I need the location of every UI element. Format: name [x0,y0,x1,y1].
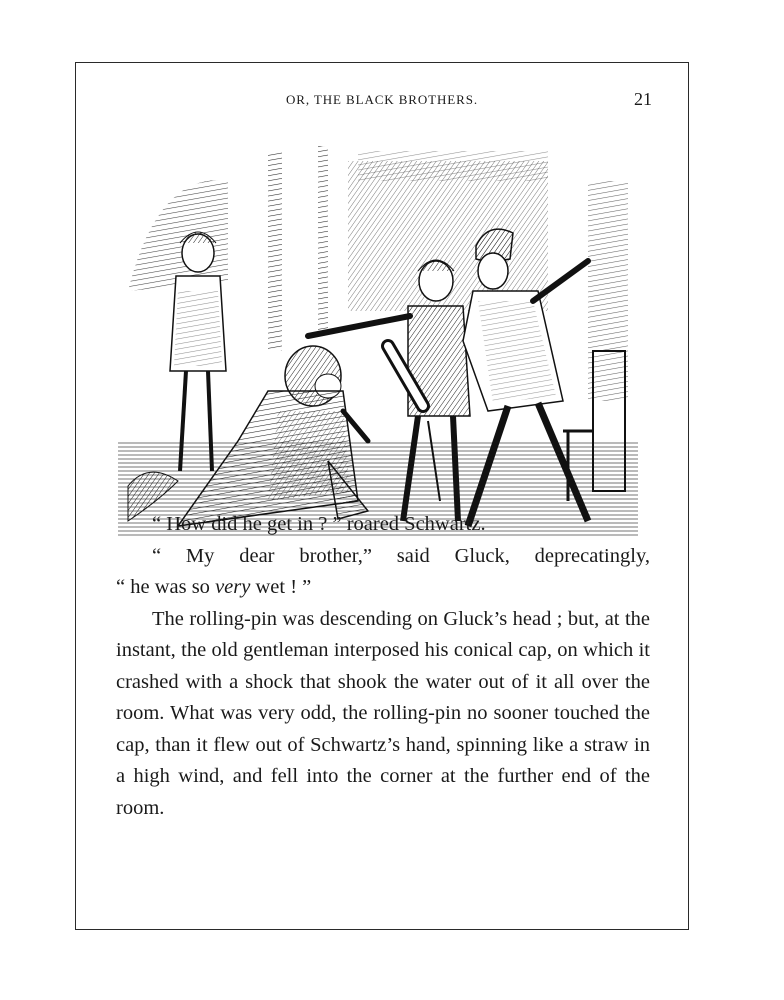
paragraph-2-line-1: “ My dear brother,” said Gluck, deprecatingly, [152,544,650,567]
paragraph-2-text-b: wet ! ” [250,576,312,598]
engraving-illustration [118,141,638,551]
page-frame [75,62,689,930]
arch-wall [128,180,228,291]
shelf-top [358,151,548,181]
column [318,146,328,336]
column [268,151,282,351]
paragraph-3: The rolling-pin was descending on Gluck’s head ; but, at the instant, the old gentleman interposed his conical cap, on which it crashed with a shock that shook the water out of it all over the room. What was very odd, the rolling-pin no sooner touched the cap, than it flew out of Schwartz’s hand, spinning like a straw in a high wind, and fell into the corner at the further end of the room. [116,607,650,819]
engraving-svg [118,141,638,551]
paragraph-2-text-a: “ he was so [116,576,216,598]
paragraph-1: “ How did he get in ? ” roared Schwartz. [152,513,486,535]
paragraph-2-line-2 [116,572,650,604]
running-title: OR, THE BLACK BROTHERS. [285,92,478,107]
body-text [116,509,650,824]
running-head [76,89,688,113]
emphasis-very: very [215,576,251,598]
page-number: 21 [634,89,652,109]
